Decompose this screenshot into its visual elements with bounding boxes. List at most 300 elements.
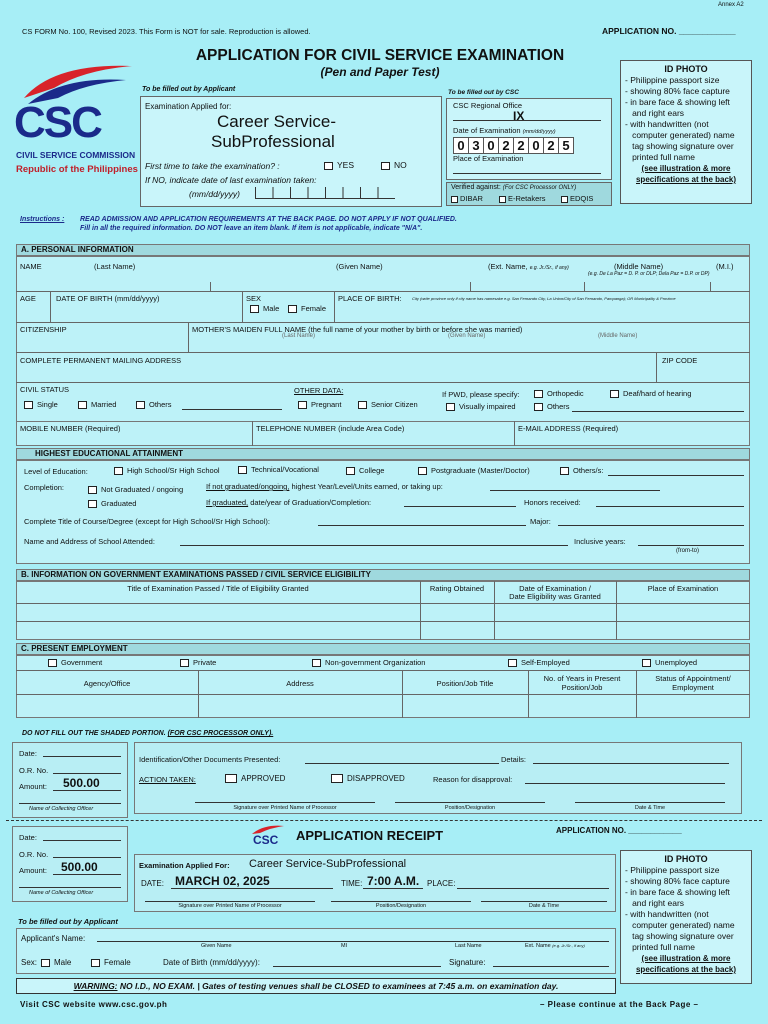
rcpt-exam-label: Examination Applied For:	[139, 861, 230, 870]
deaf-label: Deaf/hard of hearing	[623, 389, 692, 398]
edqis-label: EDQIS	[570, 194, 594, 203]
proc-amount-label: Amount:	[19, 782, 47, 791]
checkbox-icon[interactable]	[24, 401, 33, 409]
regional-office-value: IX	[513, 109, 525, 123]
date-format: (mm/dd/yyyy)	[189, 189, 240, 199]
footer-filled-by: To be filled out by Applicant	[18, 917, 118, 926]
other-senior[interactable]	[358, 400, 418, 409]
edu-others-line[interactable]	[608, 475, 744, 476]
c-col-years-b: Position/Job	[561, 683, 603, 692]
sex-male[interactable]	[250, 304, 279, 313]
applicant-given-label: Given Name	[201, 943, 232, 949]
proc-datetime-line[interactable]	[575, 802, 725, 803]
divider	[188, 322, 189, 352]
page-subtitle: (Pen and Paper Test)	[320, 65, 440, 79]
email-label: E-MAIL ADDRESS (Required)	[518, 424, 619, 433]
exam-applied-value-1: Career Service-	[217, 112, 337, 131]
pwd-others[interactable]	[534, 402, 570, 411]
processor-payment-box	[12, 742, 128, 818]
edu-tv[interactable]	[238, 465, 319, 474]
proc-date-line[interactable]	[43, 756, 121, 757]
exam-date-digit[interactable]: 3	[469, 138, 484, 153]
id-photo-item: - with handwritten (not	[625, 909, 709, 919]
mother-label: MOTHER'S MAIDEN FULL NAME (the full name of your mother by birth or before she was married)	[192, 325, 523, 334]
id-photo-item: printed full name	[625, 152, 695, 162]
pwd-others-line[interactable]	[572, 411, 744, 412]
hs-label: High School/Sr High School	[127, 466, 220, 475]
id-photo-item: - in bare face & showing left	[625, 97, 730, 107]
unemp-label: Unemployed	[655, 658, 698, 667]
id-photo-box	[620, 60, 752, 204]
course-label: Complete Title of Course/Degree (except for High School/Sr High School):	[24, 517, 270, 526]
gov-label: Government	[61, 658, 103, 667]
regional-office-label: CSC Regional Office	[453, 101, 523, 110]
rcpt-place-label: PLACE:	[427, 879, 456, 888]
verified-eretakers[interactable]	[499, 194, 546, 203]
male-label: Male	[263, 304, 280, 313]
self-label: Self-Employed	[521, 658, 570, 667]
comp-not-grad[interactable]	[88, 485, 183, 494]
checkbox-icon[interactable]	[114, 467, 123, 475]
checkbox-icon[interactable]	[561, 196, 568, 203]
id-photo-item: computer generated) name	[625, 920, 735, 930]
instructions-label: Instructions :	[20, 216, 65, 223]
checkbox-icon[interactable]	[642, 659, 651, 667]
edu-level-label: Level of Education:	[24, 467, 88, 476]
c-col-address: Address	[286, 679, 314, 688]
other-pregnant[interactable]	[298, 400, 341, 409]
applicant-sex-female[interactable]	[91, 958, 131, 967]
inclusive-line[interactable]	[638, 545, 744, 546]
address-label: COMPLETE PERMANENT MAILING ADDRESS	[20, 356, 182, 365]
major-label: Major:	[530, 517, 551, 526]
from-to-label: (from-to)	[676, 548, 699, 554]
civil-status-label: CIVIL STATUS	[20, 385, 70, 394]
disapproved-label: DISAPPROVED	[347, 774, 405, 783]
warning-text: NO I.D., NO EXAM. | Gates of testing venues shall be CLOSED to examinees at 7:45 a.m. on examination day.	[117, 981, 559, 991]
divider	[16, 322, 750, 323]
proc-or-label: O.R. No.	[19, 766, 49, 775]
exam-date-digit[interactable]: 2	[499, 138, 514, 153]
id-photo-list	[625, 75, 747, 163]
pwd-others-label: Others	[547, 402, 570, 411]
emp-self[interactable]	[508, 658, 570, 667]
website-text[interactable]: Visit CSC website www.csc.gov.ph	[20, 1000, 168, 1009]
rcpt-date-label: Date:	[19, 833, 37, 842]
checkbox-icon[interactable]	[381, 162, 390, 170]
if-not-grad-line[interactable]	[490, 490, 660, 491]
divider	[242, 291, 243, 322]
divider	[420, 581, 421, 640]
divider	[494, 581, 495, 640]
pob-label: PLACE OF BIRTH:	[338, 294, 402, 303]
inclusive-label: Inclusive years:	[574, 537, 626, 546]
checkbox-icon[interactable]	[78, 401, 87, 409]
applicant-ext-text: Ext. Name	[525, 943, 551, 949]
zip-label: ZIP CODE	[662, 356, 698, 365]
applicant-footer-box	[16, 928, 616, 974]
last-name-label: (Last Name)	[94, 262, 136, 271]
divider	[656, 352, 657, 382]
action-disapproved[interactable]	[331, 774, 405, 783]
grad-label: Graduated	[101, 499, 137, 508]
exam-applied-label: Examination Applied for:	[145, 102, 232, 111]
id-photo-note-2: specifications at the back)	[635, 175, 737, 184]
checkbox-icon[interactable]	[358, 401, 367, 409]
applicant-sig-label: Signature:	[449, 958, 486, 967]
warn-text: DO NOT FILL OUT THE SHADED PORTION.	[22, 730, 166, 737]
rcpt-datetime-label: Date & Time	[528, 903, 560, 909]
pwd-deaf[interactable]	[610, 389, 691, 398]
id-photo-note-1: (see illustration & more	[641, 164, 731, 173]
emp-unemployed[interactable]	[642, 658, 697, 667]
exam-date-digit[interactable]: 0	[454, 138, 469, 153]
edu-college[interactable]	[346, 466, 384, 475]
warn-text-2: (FOR CSC PROCESSOR ONLY).	[167, 730, 274, 737]
section-a-header: A. PERSONAL INFORMATION	[16, 244, 750, 256]
id-photo-note-2: specifications at the back)	[635, 965, 737, 974]
checkbox-icon[interactable]	[91, 959, 100, 967]
checkbox-icon[interactable]	[324, 162, 333, 170]
civil-married[interactable]	[78, 400, 116, 409]
details-line[interactable]	[533, 763, 729, 764]
id-photo-item: - Philippine passport size	[625, 75, 720, 85]
warning-label: WARNING:	[73, 981, 118, 991]
divider	[16, 382, 750, 383]
course-line[interactable]	[318, 525, 526, 526]
checkbox-icon[interactable]	[331, 774, 343, 783]
eretakers-label: E-Retakers	[508, 194, 546, 203]
checkbox-icon[interactable]	[446, 403, 455, 411]
checkbox-icon[interactable]	[180, 659, 189, 667]
ext-name-text: (Ext. Name,	[488, 262, 528, 271]
exam-date-digits[interactable]	[453, 137, 574, 154]
csc-box	[446, 98, 612, 180]
last-exam-date-field[interactable]	[255, 187, 395, 199]
ngo-label: Non-government Organization	[325, 658, 426, 667]
checkbox-icon[interactable]	[610, 390, 619, 398]
receipt-exam-box	[134, 854, 616, 912]
exam-date-format: (mm/dd/yyyy)	[522, 129, 556, 135]
divider	[16, 603, 750, 604]
exam-date-digit[interactable]: 5	[559, 138, 574, 153]
receipt-application-no[interactable]: APPLICATION NO. ____________	[556, 826, 682, 835]
civil-single[interactable]	[24, 400, 58, 409]
proc-sig-line[interactable]	[195, 802, 375, 803]
continue-text: – Please continue at the Back Page –	[540, 1000, 699, 1009]
if-grad-label	[206, 498, 371, 507]
proc-collecting-label: Name of Collecting Officer	[29, 806, 94, 812]
verified-edqis[interactable]	[561, 194, 593, 203]
checkbox-icon[interactable]	[312, 659, 321, 667]
b-col-title: Title of Examination Passed / Title of Eligibility Granted	[127, 584, 309, 593]
tel-label: TELEPHONE NUMBER (include Area Code)	[256, 424, 405, 433]
applicant-sig-line[interactable]	[493, 966, 609, 967]
honors-line[interactable]	[596, 506, 744, 507]
emp-gov[interactable]	[48, 658, 102, 667]
checkbox-icon[interactable]	[534, 390, 543, 398]
b-col-place: Place of Examination	[647, 584, 719, 593]
visual-label: Visually impaired	[459, 402, 516, 411]
pg-label: Postgraduate (Master/Doctor)	[431, 466, 530, 475]
if-grad-rest: date/year of Graduation/Completion:	[248, 498, 372, 507]
id-photo-note-1: (see illustration & more	[641, 954, 731, 963]
checkbox-icon[interactable]	[508, 659, 517, 667]
female-label: Female	[301, 304, 327, 313]
proc-amount-line[interactable]	[53, 790, 121, 791]
application-number[interactable]: APPLICATION NO. ____________	[602, 26, 736, 36]
rcpt-time-underline	[363, 888, 423, 889]
logo-line2: Republic of the Philippines	[16, 164, 138, 175]
verified-label	[451, 184, 576, 191]
checkbox-icon[interactable]	[560, 467, 569, 475]
college-label: College	[359, 466, 385, 475]
if-no-label: If NO, indicate date of last examination taken:	[145, 175, 317, 185]
private-label: Private	[193, 658, 217, 667]
age-label: AGE	[20, 294, 36, 303]
single-label: Single	[37, 400, 58, 409]
rcpt-exam-value: Career Service-SubProfessional	[249, 858, 407, 870]
proc-sig-label: Signature over Printed Name of Processor	[233, 805, 337, 811]
checkbox-icon[interactable]	[250, 305, 259, 313]
c-col-status-b: Employment	[672, 683, 714, 692]
details-label: Details:	[501, 755, 527, 764]
divider	[16, 352, 750, 353]
edu-others-label: Others/s:	[573, 466, 604, 475]
id-photo-list	[625, 865, 747, 953]
rcpt-time-value: 7:00 A.M.	[367, 874, 420, 888]
applicant-dob-line[interactable]	[273, 966, 441, 967]
instructions-line1: READ ADMISSION AND APPLICATION REQUIREMENTS AT THE BACK PAGE. DO NOT APPLY IF NOT QUALIFIED.	[80, 216, 457, 223]
proc-datetime-label: Date & Time	[634, 805, 666, 811]
action-taken-label: ACTION TAKEN:	[139, 775, 196, 784]
checkbox-icon[interactable]	[451, 196, 458, 203]
divider	[16, 670, 750, 671]
checkbox-icon[interactable]	[136, 401, 145, 409]
mother-last: (Last Name)	[282, 333, 316, 339]
senior-label: Senior Citizen	[371, 400, 418, 409]
divider	[334, 291, 335, 322]
mother-given: (Given Name)	[448, 333, 486, 339]
applicant-sex-label: Sex:	[21, 958, 38, 967]
instructions-line2: Fill in all the required information. DO NOT leave an item blank. If item is not applicable, indicate "N/A".	[80, 225, 423, 232]
applicant-mi-label: MI	[341, 943, 348, 949]
exam-applied-box	[140, 96, 442, 207]
rcpt-amount-label: Amount:	[19, 866, 47, 875]
checkbox-icon[interactable]	[238, 466, 247, 474]
checkbox-icon[interactable]	[534, 403, 543, 411]
checkbox-icon[interactable]	[48, 659, 57, 667]
mobile-label: MOBILE NUMBER (Required)	[20, 424, 121, 433]
proc-pos-label: Position/Designation	[444, 805, 496, 811]
filled-by-applicant: To be filled out by Applicant	[142, 86, 236, 93]
logo-text: CSC	[14, 98, 101, 147]
edu-others[interactable]	[560, 466, 603, 475]
exam-date-text: Date of Examination	[453, 126, 521, 135]
divider	[616, 581, 617, 640]
rcpt-sig-label: Signature over Printed Name of Processor	[178, 903, 282, 909]
checkbox-icon[interactable]	[288, 305, 297, 313]
verified-box	[446, 182, 612, 206]
applicant-female-label: Female	[104, 958, 131, 967]
c-col-position: Position/Job Title	[436, 679, 494, 688]
tv-label: Technical/Vocational	[251, 465, 319, 474]
applicant-dob-label: Date of Birth (mm/dd/yyyy):	[163, 958, 260, 967]
rcpt-collecting-label: Name of Collecting Officer	[29, 890, 94, 896]
regional-office-line	[453, 120, 601, 121]
b-col-date-b: Date Eligibility was Granted	[509, 592, 601, 601]
c-col-status-a: Status of Appointment/	[655, 674, 731, 683]
id-photo-title: ID PHOTO	[664, 64, 708, 74]
married-label: Married	[91, 400, 117, 409]
if-grad-text: If graduated,	[206, 498, 249, 507]
civil-others[interactable]	[136, 400, 172, 409]
id-photo-item: printed full name	[625, 942, 695, 952]
divider	[16, 291, 750, 292]
csc-small-logo	[250, 824, 286, 848]
proc-amount-value: 500.00	[63, 776, 100, 790]
applicant-name-line[interactable]	[97, 941, 609, 942]
mi-label: (M.I.)	[716, 262, 734, 271]
first-time-yes[interactable]	[324, 160, 354, 170]
divider	[16, 694, 750, 695]
other-data-label: OTHER DATA:	[294, 386, 344, 395]
id-docs-line[interactable]	[305, 763, 499, 764]
ortho-label: Orthopedic	[547, 389, 584, 398]
exam-date-digit[interactable]: 2	[514, 138, 529, 153]
civil-others-line[interactable]	[182, 409, 282, 410]
rcpt-date-underline	[171, 888, 333, 889]
edu-pg[interactable]	[418, 466, 530, 475]
honors-label: Honors received:	[524, 498, 581, 507]
edu-hs[interactable]	[114, 466, 220, 475]
pwd-ortho[interactable]	[534, 389, 584, 398]
sex-female[interactable]	[288, 304, 326, 313]
rcpt-amount-value: 500.00	[61, 860, 98, 874]
checkbox-icon[interactable]	[225, 774, 237, 783]
id-photo-item: - showing 80% face capture	[625, 876, 730, 886]
receipt-payment-box	[12, 826, 128, 902]
no-label: NO	[394, 160, 407, 170]
csc-logo	[14, 58, 136, 186]
exam-date-digit[interactable]: 0	[484, 138, 499, 153]
c-col-years-a: No. of Years in Present	[543, 674, 621, 683]
id-photo-title: ID PHOTO	[664, 854, 708, 864]
rcpt-sig-line[interactable]	[145, 901, 315, 902]
dob-label: DATE OF BIRTH (mm/dd/yyyy)	[56, 294, 160, 303]
applicant-male-label: Male	[54, 958, 72, 967]
reason-label: Reason for disapproval:	[433, 775, 513, 784]
checkbox-icon[interactable]	[88, 486, 97, 494]
id-photo-item: - Philippine passport size	[625, 865, 720, 875]
id-photo-item: computer generated) name	[625, 130, 735, 140]
school-line[interactable]	[180, 545, 568, 546]
applicant-ext-eg: (e.g. Jr./Sr., if any)	[552, 943, 585, 948]
applicant-last-label: Last Name	[455, 943, 482, 949]
verified-text: Verified against:	[451, 184, 501, 191]
id-photo-item: and right ears	[625, 108, 685, 118]
applicant-name-label: Applicant's Name:	[21, 934, 86, 943]
divider	[16, 621, 750, 622]
proc-pos-line[interactable]	[395, 802, 545, 803]
rcpt-exam-date-value: MARCH 02, 2025	[175, 874, 270, 888]
civil-others-label: Others	[149, 400, 172, 409]
divider	[50, 291, 51, 322]
approved-label: APPROVED	[241, 774, 286, 783]
exam-date-digit[interactable]: 2	[544, 138, 559, 153]
logo-line1: CIVIL SERVICE COMMISSION	[16, 150, 136, 160]
annex-label: Annex A2	[718, 2, 744, 8]
name-field[interactable]	[20, 278, 748, 291]
if-not-text: If not graduated/ongoing,	[206, 482, 290, 491]
place-of-exam-line	[453, 173, 601, 174]
proc-collect-line[interactable]	[19, 803, 121, 804]
if-not-rest: highest Year/Level/Units earned, or taking up:	[289, 482, 443, 491]
rcpt-amount-line[interactable]	[53, 874, 121, 875]
divider	[514, 421, 515, 446]
checkbox-icon[interactable]	[418, 467, 427, 475]
reason-line[interactable]	[525, 783, 725, 784]
rcpt-time-label: TIME:	[341, 879, 363, 888]
emp-private[interactable]	[180, 658, 216, 667]
school-label: Name and Address of School Attended:	[24, 537, 155, 546]
dibar-label: DIBAR	[460, 194, 483, 203]
form-number: CS FORM No. 100, Revised 2023. This Form is NOT for sale. Reproduction is allowed.	[22, 27, 311, 36]
rcpt-pos-label: Position/Designation	[375, 903, 427, 909]
first-time-question: First time to take the examination? :	[145, 161, 280, 171]
cut-line	[6, 820, 762, 821]
rcpt-place-line[interactable]	[457, 888, 609, 889]
rcpt-datetime-line[interactable]	[481, 901, 607, 902]
exam-date-digit[interactable]: 0	[529, 138, 544, 153]
mother-middle: (Middle Name)	[598, 333, 638, 339]
warning-banner	[16, 978, 616, 994]
exam-applied-value-2: SubProfessional	[211, 132, 335, 151]
rcpt-pos-line[interactable]	[331, 901, 471, 902]
rcpt-date-line[interactable]	[43, 840, 121, 841]
pwd-label: If PWD, please specify:	[442, 390, 520, 399]
yes-label: YES	[337, 160, 355, 170]
id-photo-item: - with handwritten (not	[625, 119, 709, 129]
rcpt-or-line[interactable]	[53, 857, 121, 858]
pwd-visual[interactable]	[446, 402, 516, 411]
action-approved[interactable]	[225, 774, 285, 783]
checkbox-icon[interactable]	[298, 401, 307, 409]
checkbox-icon[interactable]	[88, 500, 97, 508]
svg-text:CSC: CSC	[253, 833, 279, 847]
first-time-no[interactable]	[381, 160, 407, 170]
rcpt-exam-date-label: DATE:	[141, 879, 164, 888]
major-line[interactable]	[558, 525, 744, 526]
id-photo-item: tag showing signature over	[625, 141, 734, 151]
page-title: APPLICATION FOR CIVIL SERVICE EXAMINATION	[195, 47, 565, 64]
applicant-sex-male[interactable]	[41, 958, 71, 967]
comp-grad[interactable]	[88, 499, 136, 508]
ext-name-eg: e.g. Jr./Sr., if any)	[529, 265, 569, 271]
proc-or-line[interactable]	[53, 773, 121, 774]
name-label: NAME	[20, 262, 42, 271]
rcpt-collect-line[interactable]	[19, 887, 121, 888]
checkbox-icon[interactable]	[41, 959, 50, 967]
checkbox-icon[interactable]	[499, 196, 506, 203]
if-grad-line[interactable]	[404, 506, 516, 507]
verified-dibar[interactable]	[451, 194, 483, 203]
section-c-header: C. PRESENT EMPLOYMENT	[16, 643, 750, 655]
id-photo-item: tag showing signature over	[625, 931, 734, 941]
emp-ngo[interactable]	[312, 658, 425, 667]
checkbox-icon[interactable]	[346, 467, 355, 475]
c-col-agency: Agency/Office	[83, 679, 131, 688]
